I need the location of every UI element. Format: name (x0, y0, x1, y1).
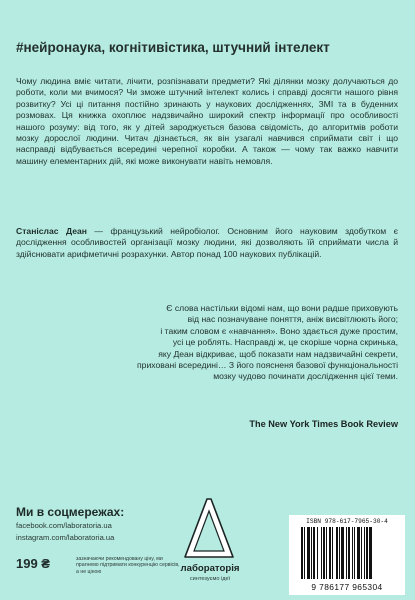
price-label: 199 ₴ (16, 556, 50, 571)
quote-line: яку Деан відкриває, щоб показати нам надзвичайні секрети, (158, 348, 398, 359)
author-bio (16, 226, 398, 260)
publisher-name: лабораторія (180, 563, 240, 574)
isbn-text: ISBN 978-617-7965-30-4 (306, 518, 388, 525)
author-bio-text: — французький нейробіолог. Основним його науковим здобутком є дослідження особливостей організації мозку людини, які дозволяють їй сприймати числа й здійснювати арифметичні розрахунки. Автор понад 100 наукових публікацій. (16, 226, 398, 259)
barcode-icon (299, 527, 395, 581)
isbn-barcode (289, 515, 405, 595)
author-name: Станіслас Деан (16, 226, 87, 236)
publisher-tagline: синтезуємо ідеї (189, 576, 231, 582)
facebook-link[interactable]: facebook.com/laboratoria.ua (16, 521, 112, 530)
quote-line: Є слова настільки відомі нам, що вони радше приховують (166, 303, 398, 313)
publisher-logo-icon (181, 495, 237, 561)
review-quote (112, 303, 398, 383)
quote-line: мозку чудово починати дослідження цієї теми. (213, 371, 398, 382)
barcode-number: 9 786177 965304 (311, 582, 383, 592)
price-note: зазначаючи рекомендовану ціну, ми прагнемо підтримати конкуренцію сервісів, а не ціною (76, 556, 180, 575)
intro-paragraph: Чому людина вміє читати, лічити, розпізнавати предмети? Які ділянки мозку долучаються до роботи, коли ми вчимося? Чи зможе штучний інтелект колись і справді досягти нашого рівня розвитку? Усі ці питання постійно зринають у наукових дослідженнях, ЗМІ та в буденних розмовах. Ця книжка охоплює надзвичайно широкий спектр інформації про особливості нашого розуму: від того, як у дітей зароджується базова свідомість, до алгоритмів роботи мозку дорослої людини. Читач дізнається, як він узагалі навчився сприймати світ і що насправді відбувається всередині черепної коробки. А також — чому так важко навчити машину елементарних дій, які може виконувати навіть немовля. (16, 76, 398, 166)
quote-line: від нас позначуване поняття, аніж висвітлюють його; (187, 314, 398, 325)
quote-line: і таким словом є «навчання». Воно здається дуже простим, (160, 325, 398, 336)
hashtag-heading: #нейронаука, когнітивістика, штучний інтелект (16, 40, 330, 55)
instagram-link[interactable]: instagram.com/laboratoria.ua (16, 533, 115, 542)
quote-source: The New York Times Book Review (249, 419, 398, 429)
social-heading: Ми в соцмережах: (16, 505, 125, 519)
quote-line: усі це роблять. Насправді ж, це скоріше чорна скринька, (172, 337, 398, 348)
quote-line: приховані всередині… З його поясненя базової функціональності (137, 360, 398, 371)
